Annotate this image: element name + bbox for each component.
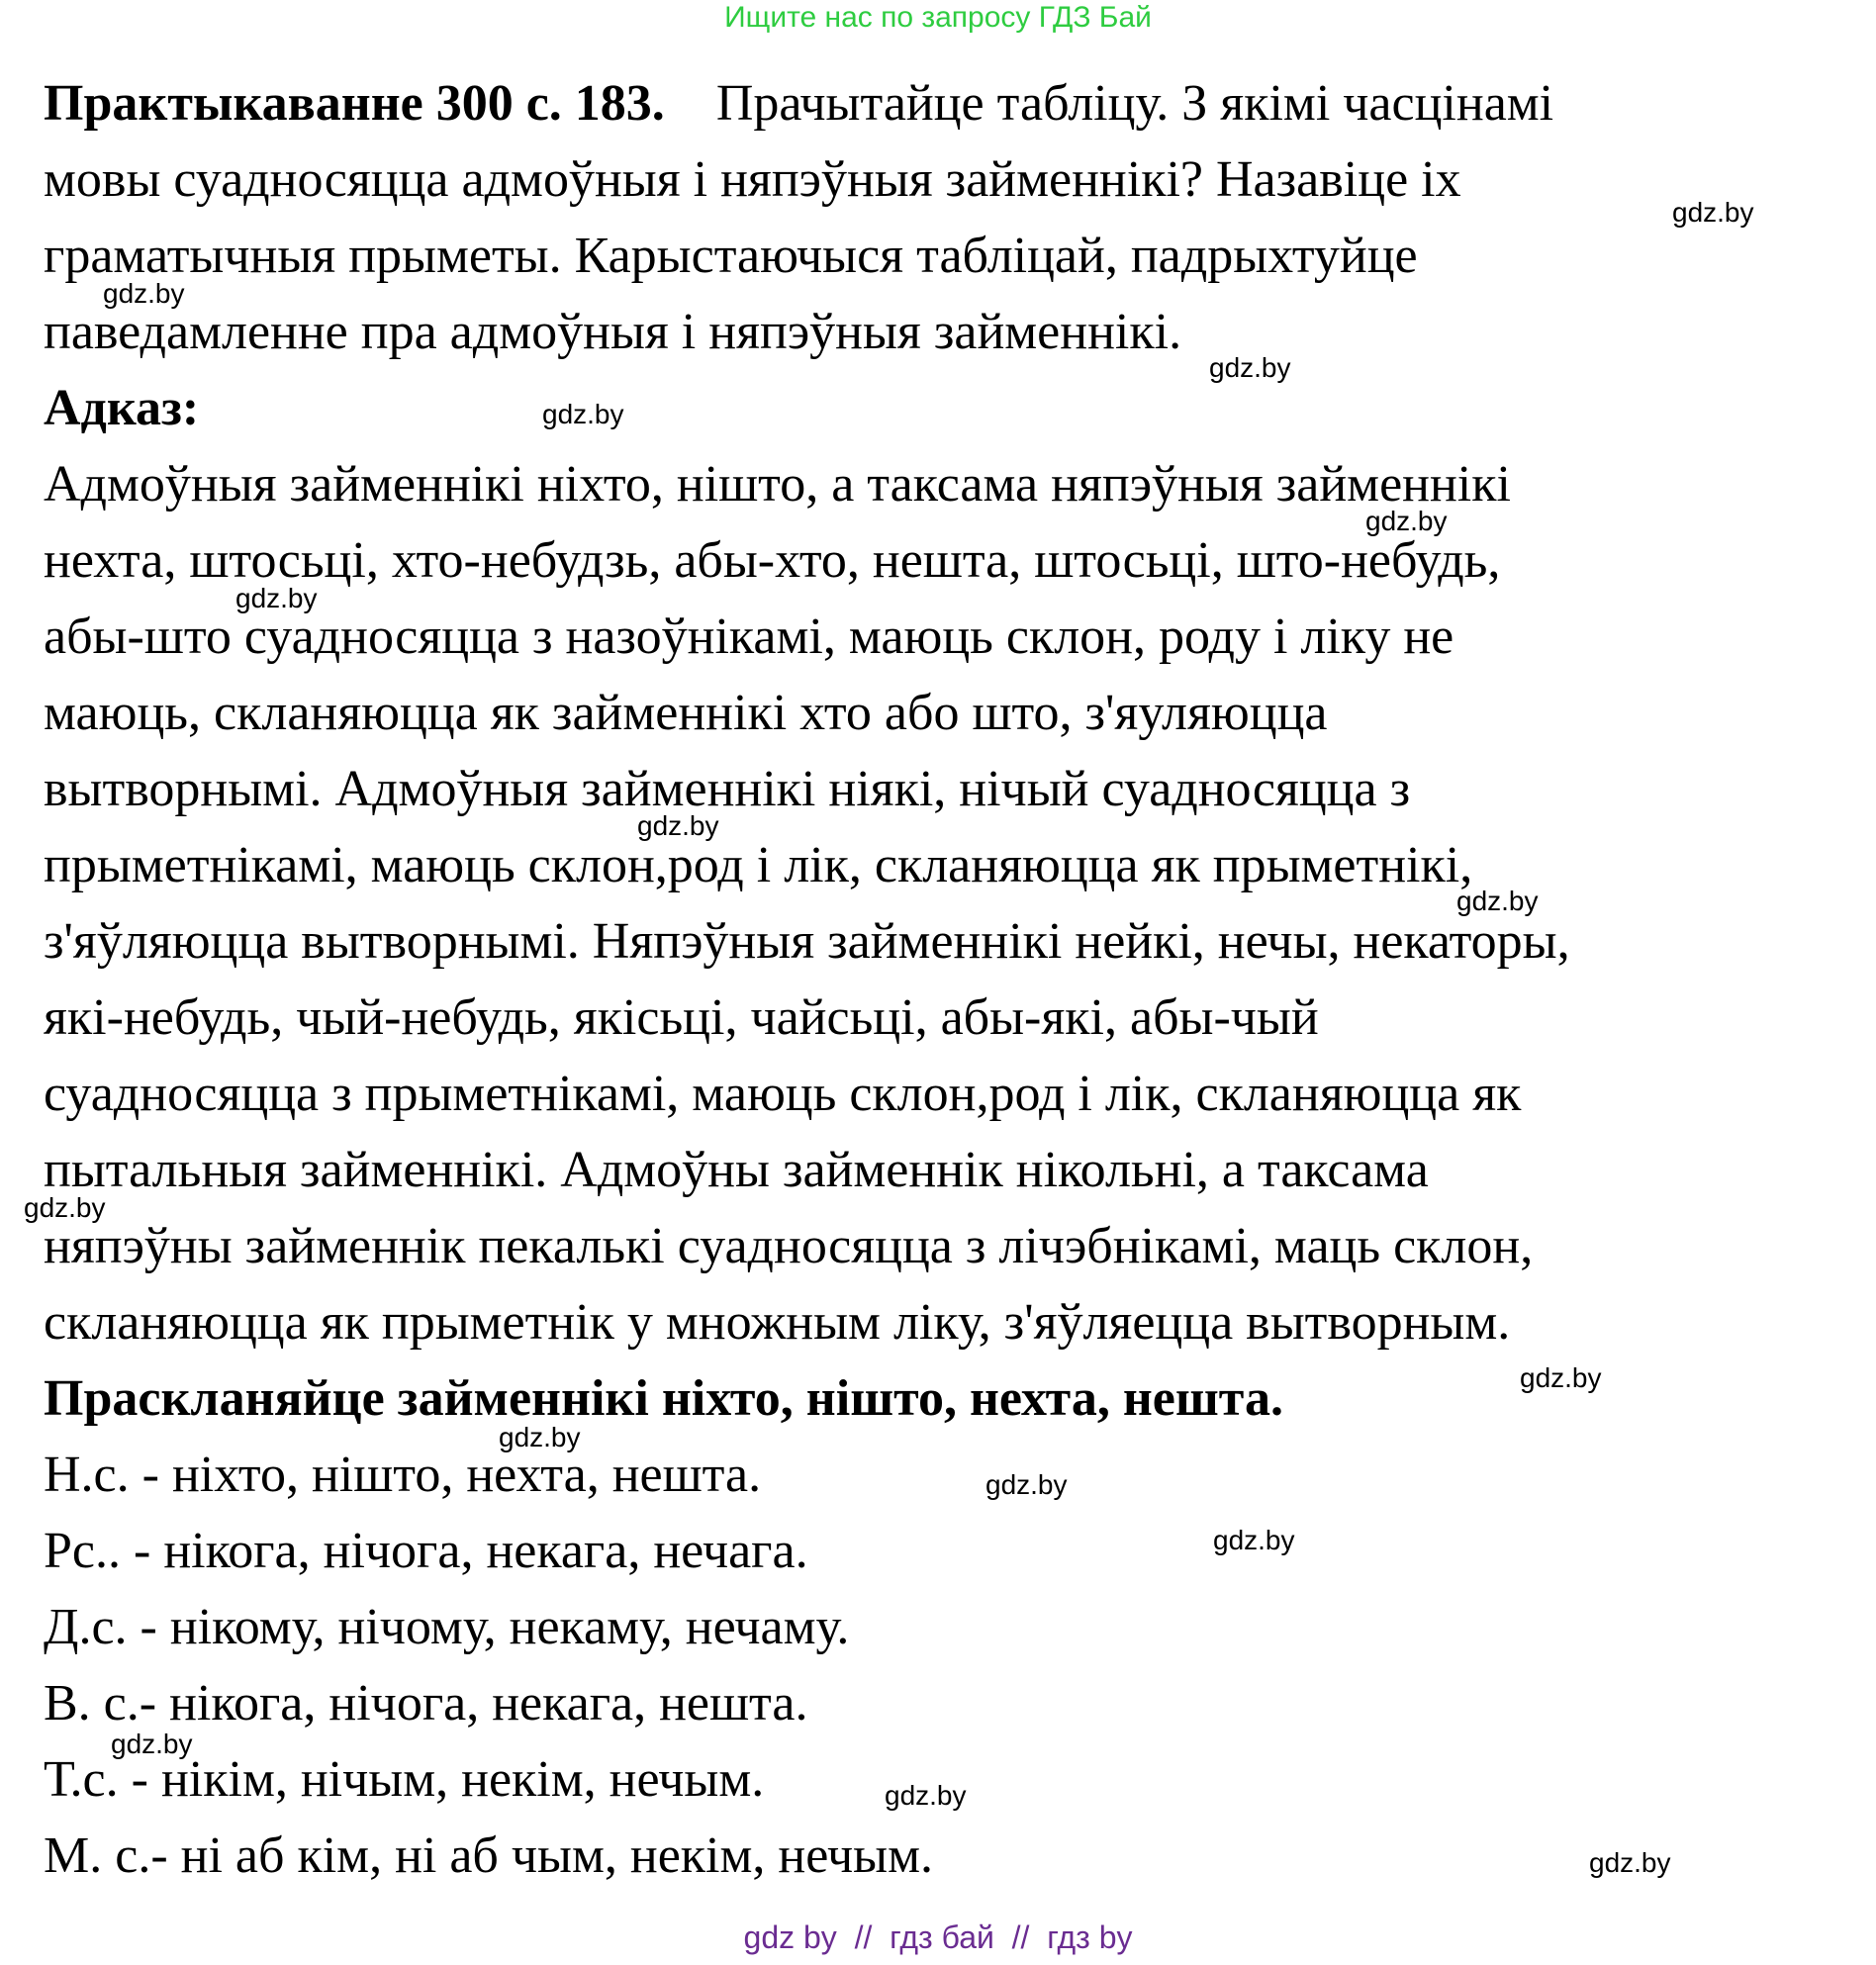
answer-line: скланяюцца як прыметнік у множным ліку, з'яўляецца вытворным. (44, 1294, 1511, 1351)
answer-line: няпэўны займеннік пекалькі суадносяцца з лічэбнікамі, маць склон, (44, 1218, 1534, 1274)
watermark: gdz.by (1209, 352, 1291, 383)
case-row-dative: Д.с. - нікому, нічому, некаму, нечаму. (44, 1599, 850, 1655)
answer-line: нехта, штосьці, хто-небудзь, абы-хто, нешта, штосьці, што-небудь, (44, 532, 1501, 589)
footer-links: gdz by // гдз бай // гдз by (743, 1919, 1133, 1955)
watermark: gdz.by (637, 810, 719, 841)
watermark: gdz.by (111, 1729, 193, 1759)
watermark: gdz.by (985, 1469, 1068, 1500)
watermark: gdz.by (542, 399, 624, 429)
watermark: gdz.by (103, 278, 185, 309)
watermark: gdz.by (1365, 506, 1448, 536)
answer-line: маюць, скланяюцца як займеннікі хто або што, з'яуляюцца (44, 685, 1328, 741)
exercise-title: Практыкаванне 300 с. 183. (44, 75, 665, 132)
exercise-content (44, 65, 1825, 1894)
watermark: gdz.by (1456, 886, 1539, 916)
case-row-locative: М. с.- ні аб кім, ні аб чым, некім, нечым. (44, 1827, 934, 1884)
answer-line: прыметнікамі, маюць склон,род і лік, скланяюцца як прыметнікі, (44, 837, 1473, 893)
watermark: gdz.by (1672, 197, 1754, 228)
watermark: gdz.by (499, 1422, 581, 1452)
exercise-heading (44, 65, 1825, 141)
watermark: gdz.by (1520, 1362, 1602, 1393)
top-banner: Ищите нас по запросу ГДЗ Бай (724, 1, 1152, 34)
answer-line: з'яўляюцца вытворнымі. Няпэўныя займеннікі нейкі, нечы, некаторы, (44, 913, 1570, 970)
answer-line: суадносяцца з прыметнікамі, маюць склон,род і лік, скланяюцца як (44, 1066, 1522, 1122)
case-row-accusative: В. с.- нікога, нічога, некага, нешта. (44, 1675, 808, 1731)
watermark: gdz.by (1213, 1525, 1295, 1555)
task-text: Прачытайце табліцу. З якімі часцінамі (715, 75, 1554, 132)
task-line: паведамленне пра адмоўныя і няпэўныя займеннікі. (44, 304, 1182, 360)
case-row-instrumental: Т.с. - нікім, нічым, некім, нечым. (44, 1751, 765, 1808)
answer-line: пытальныя займеннікі. Адмоўны займеннік нікольні, а таксама (44, 1142, 1429, 1198)
answer-line: абы-што суадносяцца з назоўнікамі, маюць склон, роду і ліку не (44, 608, 1454, 665)
case-row-genitive: Рс.. - нікога, нічога, некага, нечага. (44, 1523, 808, 1579)
task-line: мовы суадносяцца адмоўныя і няпэўныя займеннікі? Назавіце іх (44, 151, 1461, 208)
answer-line: вытворнымі. Адмоўныя займеннікі ніякі, нічый суадносяцца з (44, 761, 1411, 817)
watermark: gdz.by (24, 1192, 106, 1223)
subtask-heading: Праскланяйце займеннікі ніхто, нішто, нехта, нешта. (44, 1370, 1283, 1427)
case-row-nominative: Н.с. - ніхто, нішто, нехта, нешта. (44, 1447, 762, 1503)
task-line: граматычныя прыметы. Карыстаючыся табліцай, падрыхтуйце (44, 228, 1418, 284)
watermark: gdz.by (1589, 1847, 1671, 1878)
watermark: gdz.by (235, 583, 318, 613)
watermark: gdz.by (885, 1780, 967, 1811)
answer-line: які-небудь, чый-небудь, якісьці, чайсьці, абы-які, абы-чый (44, 989, 1319, 1046)
answer-line: Адмоўныя займеннікі ніхто, нішто, а таксама няпэўныя займеннікі (44, 456, 1511, 513)
answer-label: Адказ: (44, 380, 200, 436)
